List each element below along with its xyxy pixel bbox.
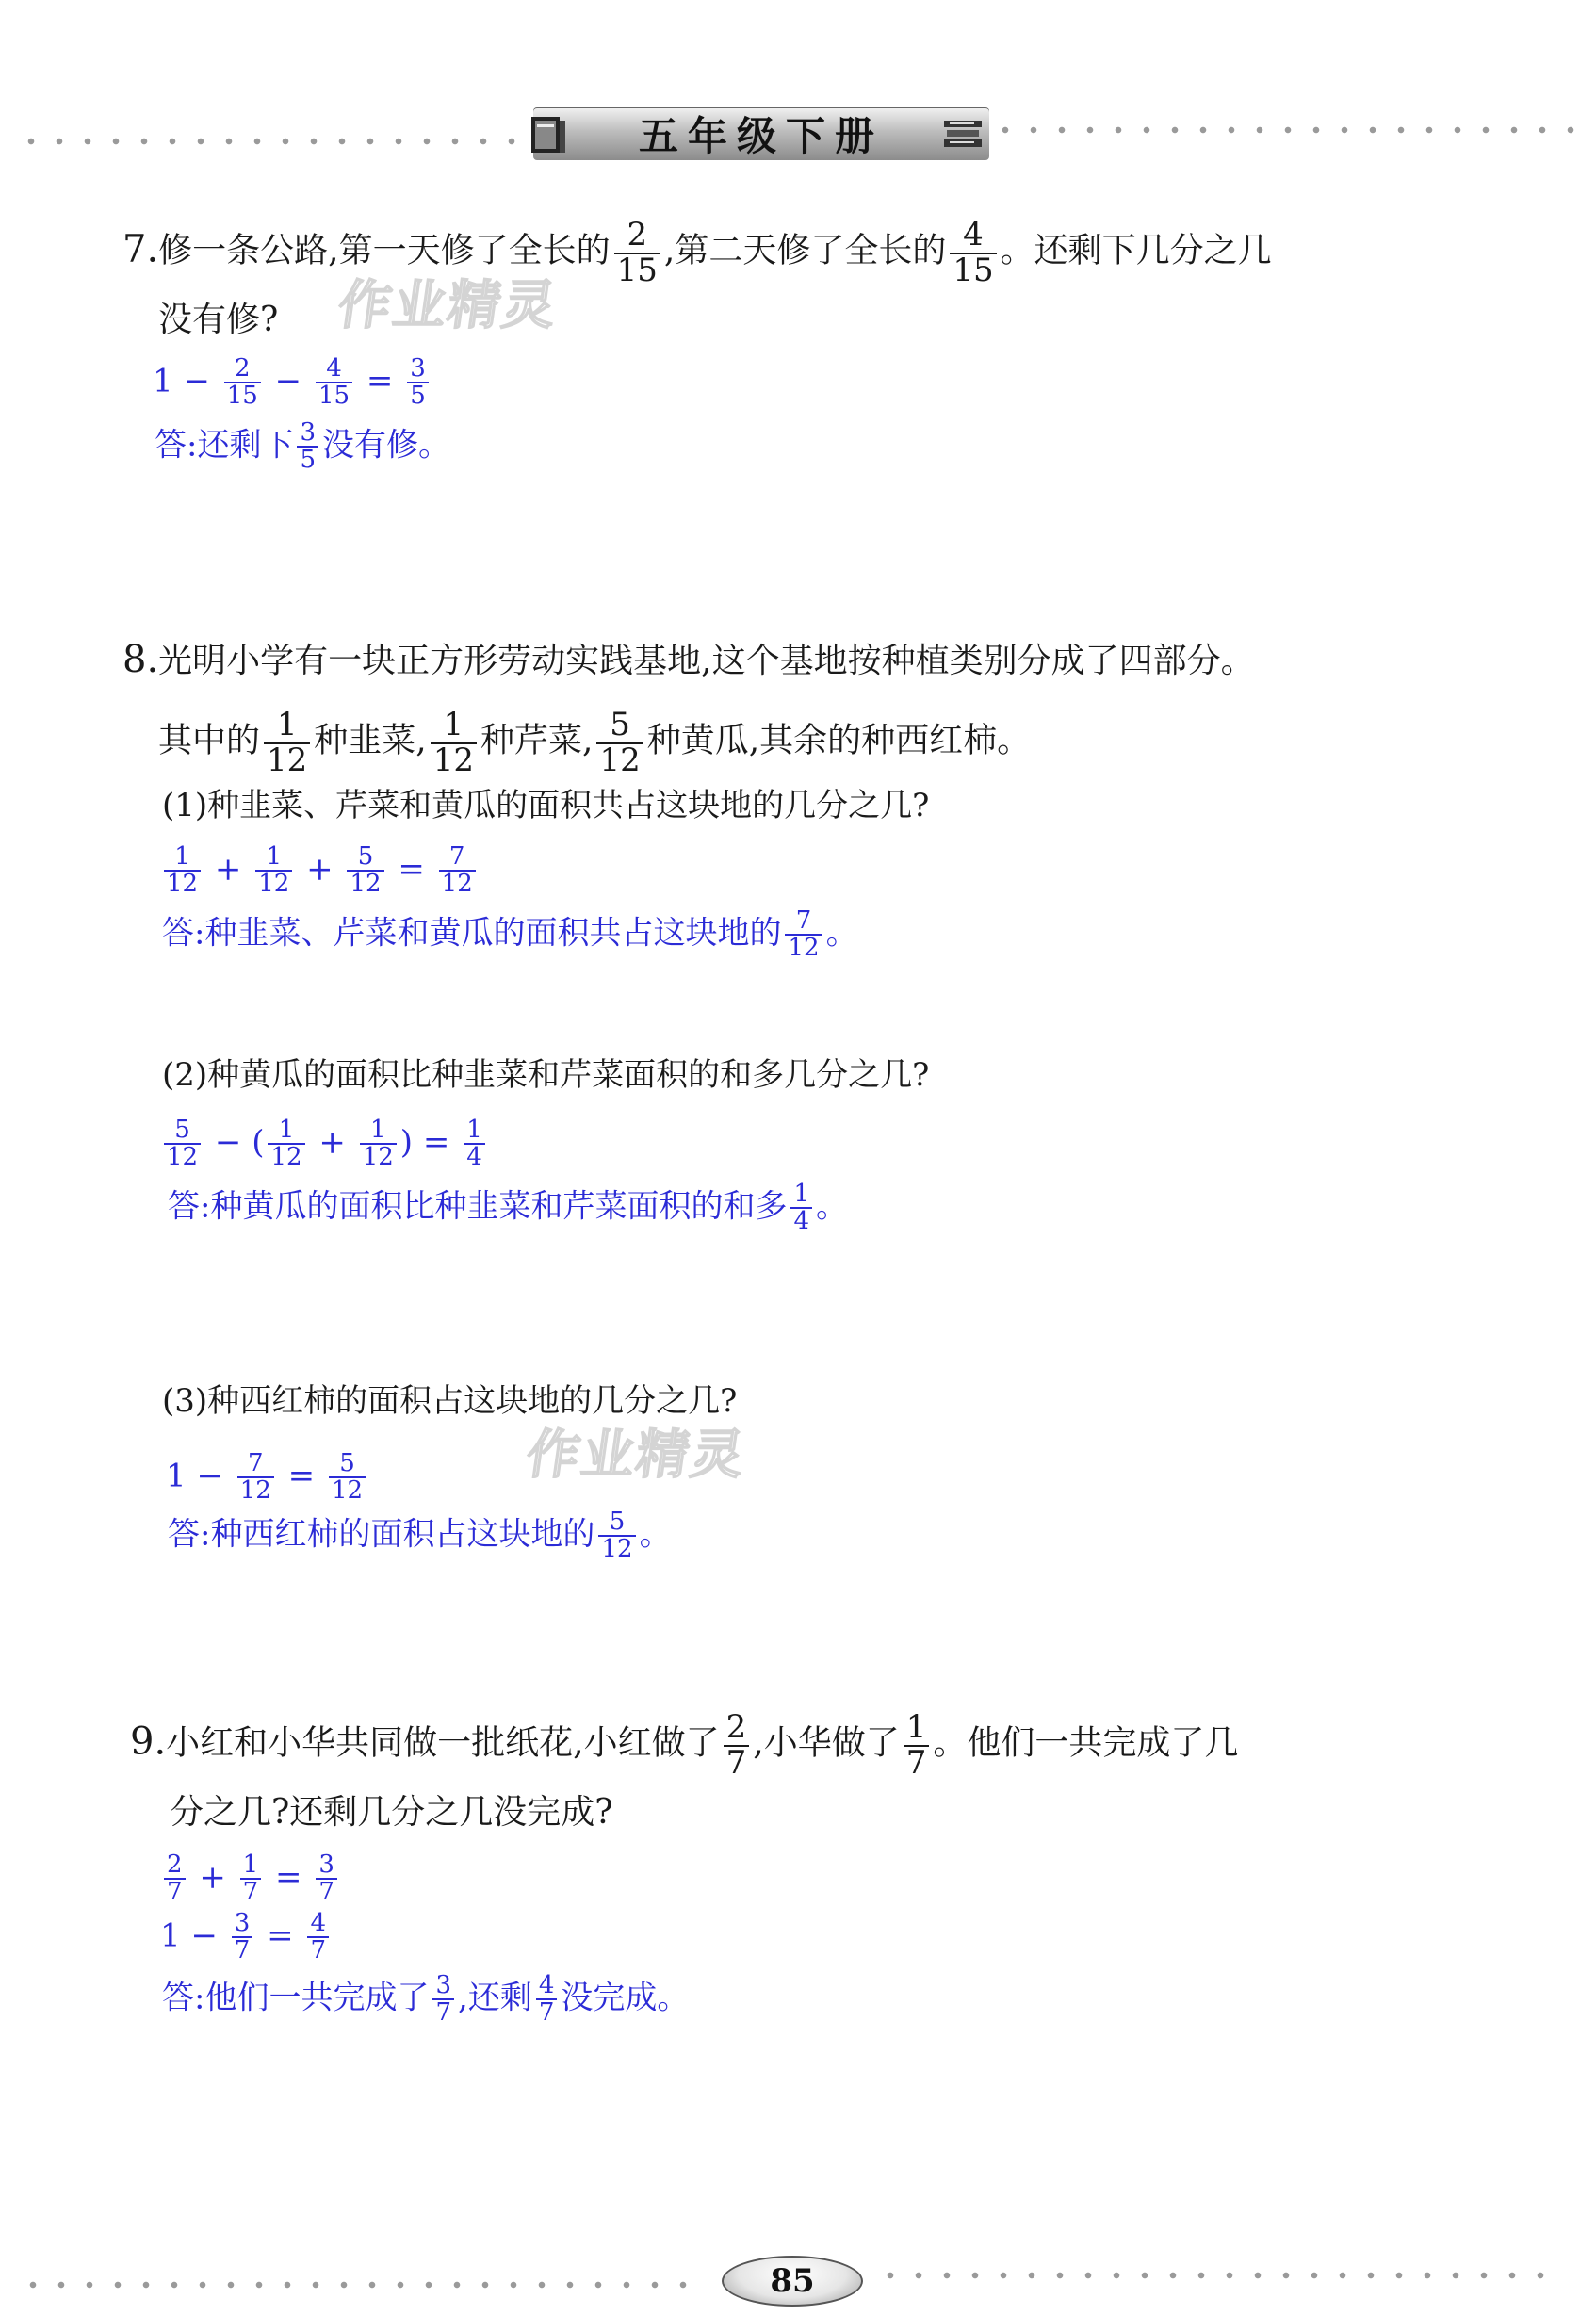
question-number: 8.: [122, 638, 159, 681]
sub-question-8-3: (3)种西红柿的面积占这块地的几分之几?: [162, 1382, 738, 1420]
footer-dotted-rule-right: [876, 2271, 1555, 2280]
answer-text: 答:还剩下 $\frac{3}{5}$ 没有修。: [155, 418, 451, 475]
page-number-badge: [714, 2250, 865, 2310]
answer-text: 答:他们一共完成了 $\frac{3}{7}$ ,还剩 $\frac{4}{7}$ 没完成。: [162, 1971, 690, 2028]
answer-calc: 1 − $\frac{3}{7}$ = $\frac{4}{7}$: [160, 1911, 333, 1964]
answer-calc: $\frac{2}{7}$ + $\frac{1}{7}$ = $\frac{3}{7}$: [160, 1852, 341, 1906]
header-banner: [533, 107, 989, 160]
book-icon: [528, 111, 569, 156]
header-dotted-rule-right: [991, 125, 1585, 135]
question-number: 9.: [130, 1720, 167, 1764]
question-7-line1: 7.修一条公路,第一天修了全长的 $\frac{2}{15}$ ,第二天修了全长的 $\frac{4}{15}$ 。还剩下几分之几: [122, 216, 1272, 289]
header-dotted-rule-left: [17, 137, 526, 146]
watermark: 作业精灵: [334, 275, 562, 336]
answer-calc: 1 − $\frac{2}{15}$ − $\frac{4}{15}$ = $\frac{3}{5}$: [153, 356, 432, 410]
question-9-line1: 9.小红和小华共同做一批纸花,小红做了 $\frac{2}{7}$ ,小华做了 $\frac{1}{7}$ 。他们一共完成了几: [130, 1708, 1239, 1782]
book-stack-icon: [942, 117, 984, 153]
answer-calc: 1 − $\frac{7}{12}$ = $\frac{5}{12}$: [166, 1451, 369, 1505]
header-title: 五年级下册: [638, 113, 884, 159]
fraction: $\frac{4}{15}$: [950, 219, 996, 287]
footer-dotted-rule-left: [19, 2280, 697, 2290]
sub-question-8-2: (2)种黄瓜的面积比种韭菜和芹菜面积的和多几分之几?: [162, 1056, 930, 1094]
question-8-line1: 8.光明小学有一块正方形劳动实践基地,这个基地按种植类别分成了四部分。: [122, 638, 1255, 681]
answer-text: 答:种黄瓜的面积比种韭菜和芹菜面积的和多 $\frac{1}{4}$ 。: [168, 1180, 849, 1236]
question-9-line2: 分之几?还剩几分之几没完成?: [170, 1793, 613, 1832]
answer-calc: $\frac{1}{12}$ + $\frac{1}{12}$ + $\frac{5}{12}$ = $\frac{7}{12}$: [160, 844, 480, 898]
page-number: 85: [770, 2262, 815, 2300]
question-7-line2: 没有修?: [158, 301, 279, 339]
question-8-line2: 其中的 $\frac{1}{12}$ 种韭菜, $\frac{1}{12}$ 种芹菜, $\frac{5}{12}$ 种黄瓜,其余的种西红柿。: [158, 706, 1032, 779]
question-number: 7.: [122, 227, 159, 271]
fraction: $\frac{2}{15}$: [614, 219, 660, 287]
watermark: 作业精灵: [522, 1425, 750, 1486]
answer-text: 答:种韭菜、芹菜和黄瓜的面积共占这块地的 $\frac{7}{12}$ 。: [162, 906, 858, 963]
answer-text: 答:种西红柿的面积占这块地的 $\frac{5}{12}$ 。: [168, 1508, 672, 1564]
answer-calc: $\frac{5}{12}$ − ( $\frac{1}{12}$ + $\frac{1}{12}$ ) = $\frac{1}{4}$: [160, 1117, 489, 1171]
sub-question-8-1: (1)种韭菜、芹菜和黄瓜的面积共占这块地的几分之几?: [162, 787, 930, 824]
